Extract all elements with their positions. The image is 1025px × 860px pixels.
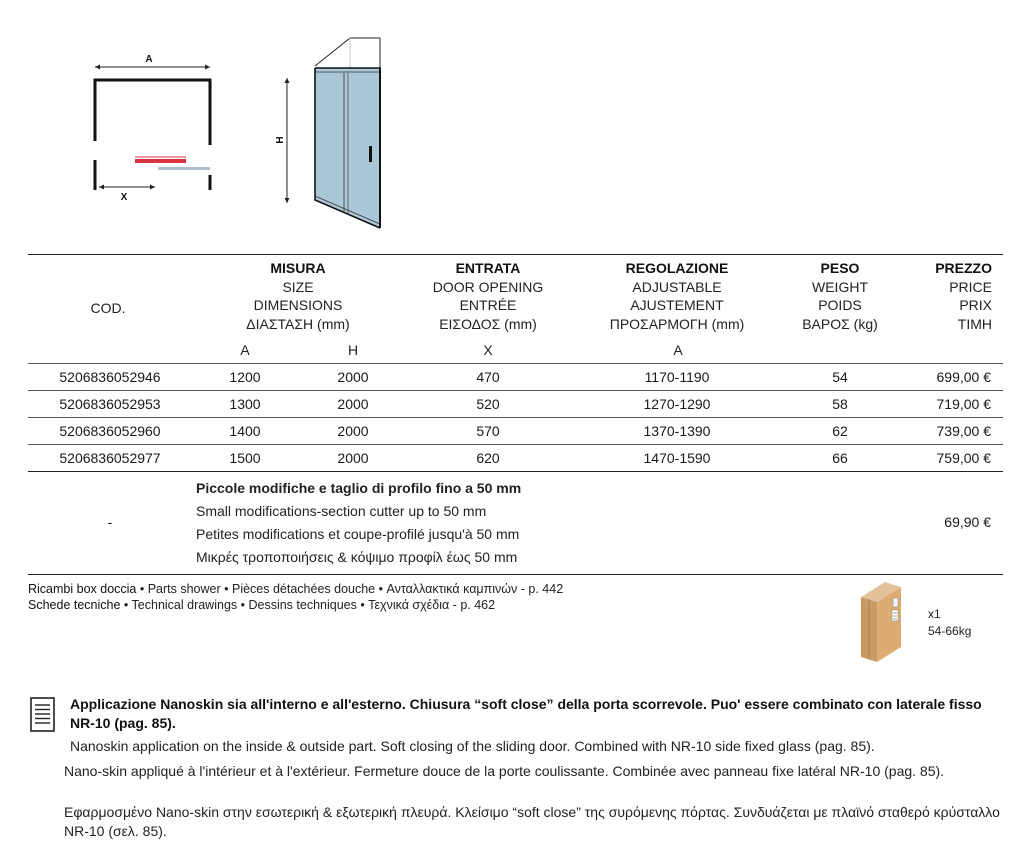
row-h: 2000: [337, 369, 369, 385]
row-cod: 5206836052953: [59, 396, 161, 412]
row-peso: 62: [832, 423, 848, 439]
note-gr: Εφαρμοσμένο Nano-skin στην εσωτερική & εξωτερική πλευρά. Κλείσιμο “soft close” της συρόμενης πόρτας. Συνδυάζεται με πλαϊνό σταθερό κρύσταλλο NR-10 (σελ. 85).: [64, 804, 1000, 839]
table-top-rule: [28, 254, 1003, 255]
row-peso: 54: [832, 369, 848, 385]
rows-bottom-rule: [28, 471, 1003, 472]
header-entrata: ENTRATA DOOR OPENING ENTRÉE ΕΙΣΟΔΟΣ (mm): [432, 260, 544, 332]
row-h: 2000: [337, 423, 369, 439]
row-cod: 5206836052946: [59, 369, 161, 385]
subheader-h: H: [347, 342, 359, 358]
subheader-reg-a: A: [673, 342, 683, 358]
row-a: 1400: [229, 423, 261, 439]
note-en: Nanoskin application on the inside & outside part. Soft closing of the sliding door. Combined with NR-10 side fixed glass (pag. 85).: [70, 738, 875, 754]
plan-label-a: A: [145, 54, 153, 65]
header-prezzo: PREZZO PRICE PRIX ΤΙΜΗ: [935, 260, 992, 332]
modification-gr: Μικρές τροποποιήσεις & κόψιμο προφίλ έως 50 mm: [196, 549, 518, 565]
row-a: 1300: [229, 396, 261, 412]
row-peso: 66: [832, 450, 848, 466]
plan-view-diagram: [85, 45, 225, 210]
modification-price: 69,90 €: [944, 514, 991, 530]
row-x: 570: [476, 423, 500, 439]
row-price: 759,00 €: [936, 450, 991, 466]
header-misura: MISURA SIZE DIMENSIONS ΔΙΑΣΤΑΣΗ (mm): [246, 260, 350, 332]
row-peso: 58: [832, 396, 848, 412]
row-cod: 5206836052977: [59, 450, 161, 466]
package-qty: x1: [928, 607, 941, 621]
row-price: 719,00 €: [936, 396, 991, 412]
row-reg: 1470-1590: [643, 450, 711, 466]
elev-label-h: H: [275, 136, 286, 144]
subheader-a: A: [240, 342, 250, 358]
modification-cod: -: [107, 514, 113, 530]
modification-title: Piccole modifiche e taglio di profilo fino a 50 mm: [196, 480, 522, 496]
modification-fr: Petites modifications et coupe-profilé jusqu'à 50 mm: [196, 526, 520, 542]
technical-drawings-link[interactable]: Schede tecniche • Technical drawings • Dessins techniques • Τεχνικά σχέδια - p. 462: [28, 598, 496, 612]
row-h: 2000: [337, 396, 369, 412]
row-reg: 1270-1290: [643, 396, 711, 412]
row-a: 1500: [229, 450, 261, 466]
table-bottom-rule: [28, 574, 1003, 575]
header-cod: COD.: [90, 300, 126, 316]
note-it: Applicazione Nanoskin sia all'interno e all'esterno. Chiusura “soft close” della porta scorrevole. Puo' essere combinato con laterale fisso NR-10 (pag. 85).: [70, 696, 982, 731]
row-h: 2000: [337, 450, 369, 466]
door-handle: [369, 146, 372, 162]
row-price: 699,00 €: [936, 369, 991, 385]
row-a: 1200: [229, 369, 261, 385]
subheader-x: X: [483, 342, 493, 358]
header-peso: PESO WEIGHT POIDS ΒΑΡΟΣ (kg): [802, 260, 878, 332]
row-x: 520: [476, 396, 500, 412]
elevation-diagram: [270, 28, 410, 233]
row-x: 470: [476, 369, 500, 385]
package-box-icon: [857, 580, 917, 665]
document-icon: [30, 697, 56, 733]
sliding-door-red: [135, 159, 186, 163]
spare-parts-link[interactable]: Ricambi box doccia • Parts shower • Pièces détachées douche • Ανταλλακτικά καμπινών - p. 442: [28, 582, 564, 596]
package-weight: 54-66kg: [928, 624, 972, 638]
plan-label-x: X: [120, 192, 128, 203]
row-reg: 1170-1190: [644, 369, 710, 385]
modification-text: [196, 477, 696, 569]
note-fr: Nano-skin appliqué à l'intérieur et à l'extérieur. Fermeture douce de la porte coulissante. Combinée avec panneau fixe latéral NR-10 (pag. 85).: [64, 763, 945, 779]
row-x: 620: [476, 450, 500, 466]
row-cod: 5206836052960: [59, 423, 161, 439]
row-price: 739,00 €: [936, 423, 991, 439]
modification-en: Small modifications-section cutter up to 50 mm: [196, 503, 487, 519]
row-reg: 1370-1390: [643, 423, 711, 439]
header-regolazione: REGOLAZIONE ADJUSTABLE AJUSTEMENT ΠΡΟΣΑΡΜΟΓΗ (mm): [609, 260, 745, 332]
fixed-panel-grey: [158, 167, 210, 170]
